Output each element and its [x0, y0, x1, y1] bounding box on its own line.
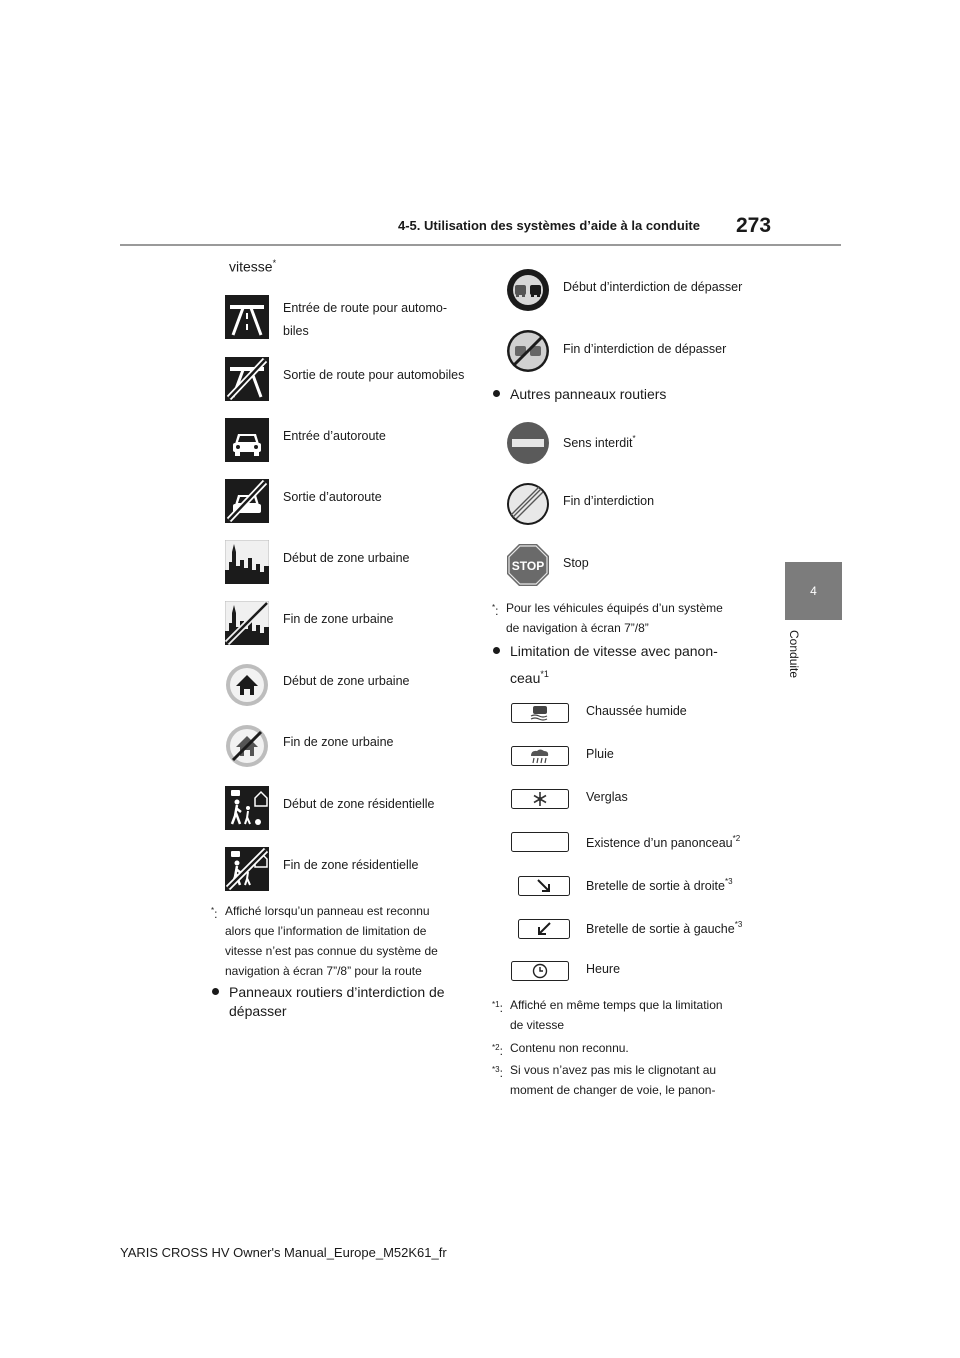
note-line: de vitesse [510, 1018, 565, 1032]
panel-label: Verglas [586, 790, 628, 804]
panel-label-text: Existence d’un panonceau [586, 836, 733, 850]
rain-panel-icon [511, 746, 569, 766]
sign-label: Début de zone urbaine [283, 551, 410, 565]
panel-label [586, 920, 742, 936]
overtaking-heading-line: dépasser [229, 1003, 287, 1019]
motorway-entry-sign-icon [225, 295, 269, 339]
panel-label: Heure [586, 962, 621, 976]
residential-zone-end-sign-icon [225, 847, 269, 891]
panel-label-sup: *2 [732, 834, 741, 843]
sign-label: Entrée d’autoroute [283, 429, 386, 443]
no-overtaking-end-sign-icon [506, 329, 550, 373]
sign-label [283, 297, 447, 343]
sign-label: Fin de zone urbaine [283, 612, 394, 626]
urban-zone-end-sign-icon [225, 601, 269, 645]
chapter-number: 4 [810, 584, 817, 598]
panel-label-text: Bretelle de sortie à gauche [586, 922, 735, 936]
no-overtaking-start-sign-icon [506, 268, 550, 312]
note-1: $^{*1}$: Affiché en même temps que la limitation de vitesse [492, 995, 723, 1035]
section-title: 4-5. Utilisation des systèmes d’aide à la conduite [398, 218, 700, 233]
sign-label: Sortie de route pour automobiles [283, 368, 465, 382]
expressway-exit-sign-icon [225, 479, 269, 523]
panel-label: Chaussée humide [586, 704, 687, 718]
header-rule [120, 244, 841, 246]
urban-zone-start-sign-icon [225, 540, 269, 584]
right-exit-arrow-panel-icon [515, 876, 573, 896]
footnote-line: navigation à écran 7”/8” pour la route [225, 964, 422, 978]
other-signs-heading [493, 385, 666, 404]
panel-label: Pluie [586, 747, 614, 761]
sign-label-line: biles [283, 324, 309, 338]
left-heading-text: vitesse [229, 258, 273, 275]
sign-label: Fin d’interdiction de dépasser [563, 342, 727, 356]
note-3: $^{*3}$: Si vous n’avez pas mis le clignotant au moment de changer de voie, le panon- [492, 1060, 716, 1100]
left-heading [229, 258, 276, 275]
wet-road-panel-icon [511, 703, 569, 723]
page-number: 273 [736, 214, 772, 237]
end-of-prohibition-sign-icon [506, 482, 550, 526]
note-line: Contenu non reconnu. [510, 1041, 629, 1055]
heading-line: Limitation de vitesse avec panon- [510, 643, 718, 659]
panel-label-sup: *3 [724, 877, 733, 886]
chapter-tab[interactable] [785, 562, 842, 620]
house-zone-start-sign-icon [225, 663, 269, 707]
no-entry-sign-icon [506, 421, 550, 465]
ice-panel-icon [511, 789, 569, 809]
heading-line: ceau [510, 670, 541, 686]
sign-label [563, 434, 636, 450]
sign-label: Fin de zone urbaine [283, 735, 394, 749]
left-footnote: *: Affiché lorsqu’un panneau est reconnu alors que l’information de limitation de vitesse n’est pas connue du système de navigation à écran 7”/8” pour la route [211, 901, 438, 981]
motorway-exit-sign-icon [225, 357, 269, 401]
panel-label-text: Bretelle de sortie à droite [586, 879, 725, 893]
heading-sup: *1 [540, 669, 549, 679]
sign-label: Début d’interdiction de dépasser [563, 280, 743, 294]
panel-label-sup: *3 [734, 920, 743, 929]
sign-label-text: Sens interdit [563, 436, 633, 450]
footer-manual-title: YARIS CROSS HV Owner's Manual_Europe_M52K61_fr [120, 1245, 447, 1260]
residential-zone-start-sign-icon [225, 786, 269, 830]
sign-label: Sortie d’autoroute [283, 490, 382, 504]
footnote-mark: * [211, 906, 215, 915]
sign-label-sup: * [632, 434, 636, 443]
footnote-line: Pour les véhicules équipés d’un système [506, 601, 723, 615]
note-mark: *3 [492, 1065, 500, 1074]
sign-label: Stop [563, 556, 589, 570]
note-mark: *2 [492, 1043, 500, 1052]
panel-label [586, 834, 740, 850]
sign-label-line: Entrée de route pour automo- [283, 301, 447, 315]
left-exit-arrow-panel-icon [515, 919, 573, 939]
sign-label: Fin de zone résidentielle [283, 858, 419, 872]
bullet-icon [212, 988, 219, 995]
overtaking-heading [212, 983, 445, 1021]
note-line: Affiché en même temps que la limitation [510, 998, 723, 1012]
speed-limit-panel-heading [493, 642, 718, 688]
note-mark: *1 [492, 1000, 500, 1009]
sign-label: Début de zone résidentielle [283, 797, 435, 811]
footnote-line: vitesse n’est pas connue du système de [225, 944, 438, 958]
panel-label [586, 877, 733, 893]
stop-sign-icon [506, 543, 550, 587]
footnote-mark: * [492, 603, 496, 612]
house-zone-end-sign-icon [225, 724, 269, 768]
right-footnote: *: Pour les véhicules équipés d’un système de navigation à écran 7”/8” [492, 598, 723, 638]
bullet-icon [493, 647, 500, 654]
note-line: Si vous n’avez pas mis le clignotant au [510, 1063, 717, 1077]
bullet-icon [493, 390, 500, 397]
expressway-entry-sign-icon [225, 418, 269, 462]
clock-panel-icon [511, 961, 569, 981]
footnote-line: de navigation à écran 7”/8” [506, 621, 649, 635]
note-2: $^{*2}$: Contenu non reconnu. [492, 1038, 629, 1061]
footnote-line: Affiché lorsqu’un panneau est reconnu [225, 904, 430, 918]
sign-label: Début de zone urbaine [283, 674, 410, 688]
left-heading-sup: * [272, 258, 277, 268]
footnote-line: alors que l’information de limitation de [225, 924, 427, 938]
other-signs-heading-text: Autres panneaux routiers [510, 386, 667, 402]
overtaking-heading-line: Panneaux routiers d’interdiction de [229, 984, 445, 1000]
blank-panel-icon [511, 832, 569, 852]
note-line: moment de changer de voie, le panon- [510, 1083, 716, 1097]
stop-sign-text: STOP [511, 559, 545, 573]
chapter-label: Conduite [787, 630, 801, 679]
sign-label: Fin d’interdiction [563, 494, 655, 508]
